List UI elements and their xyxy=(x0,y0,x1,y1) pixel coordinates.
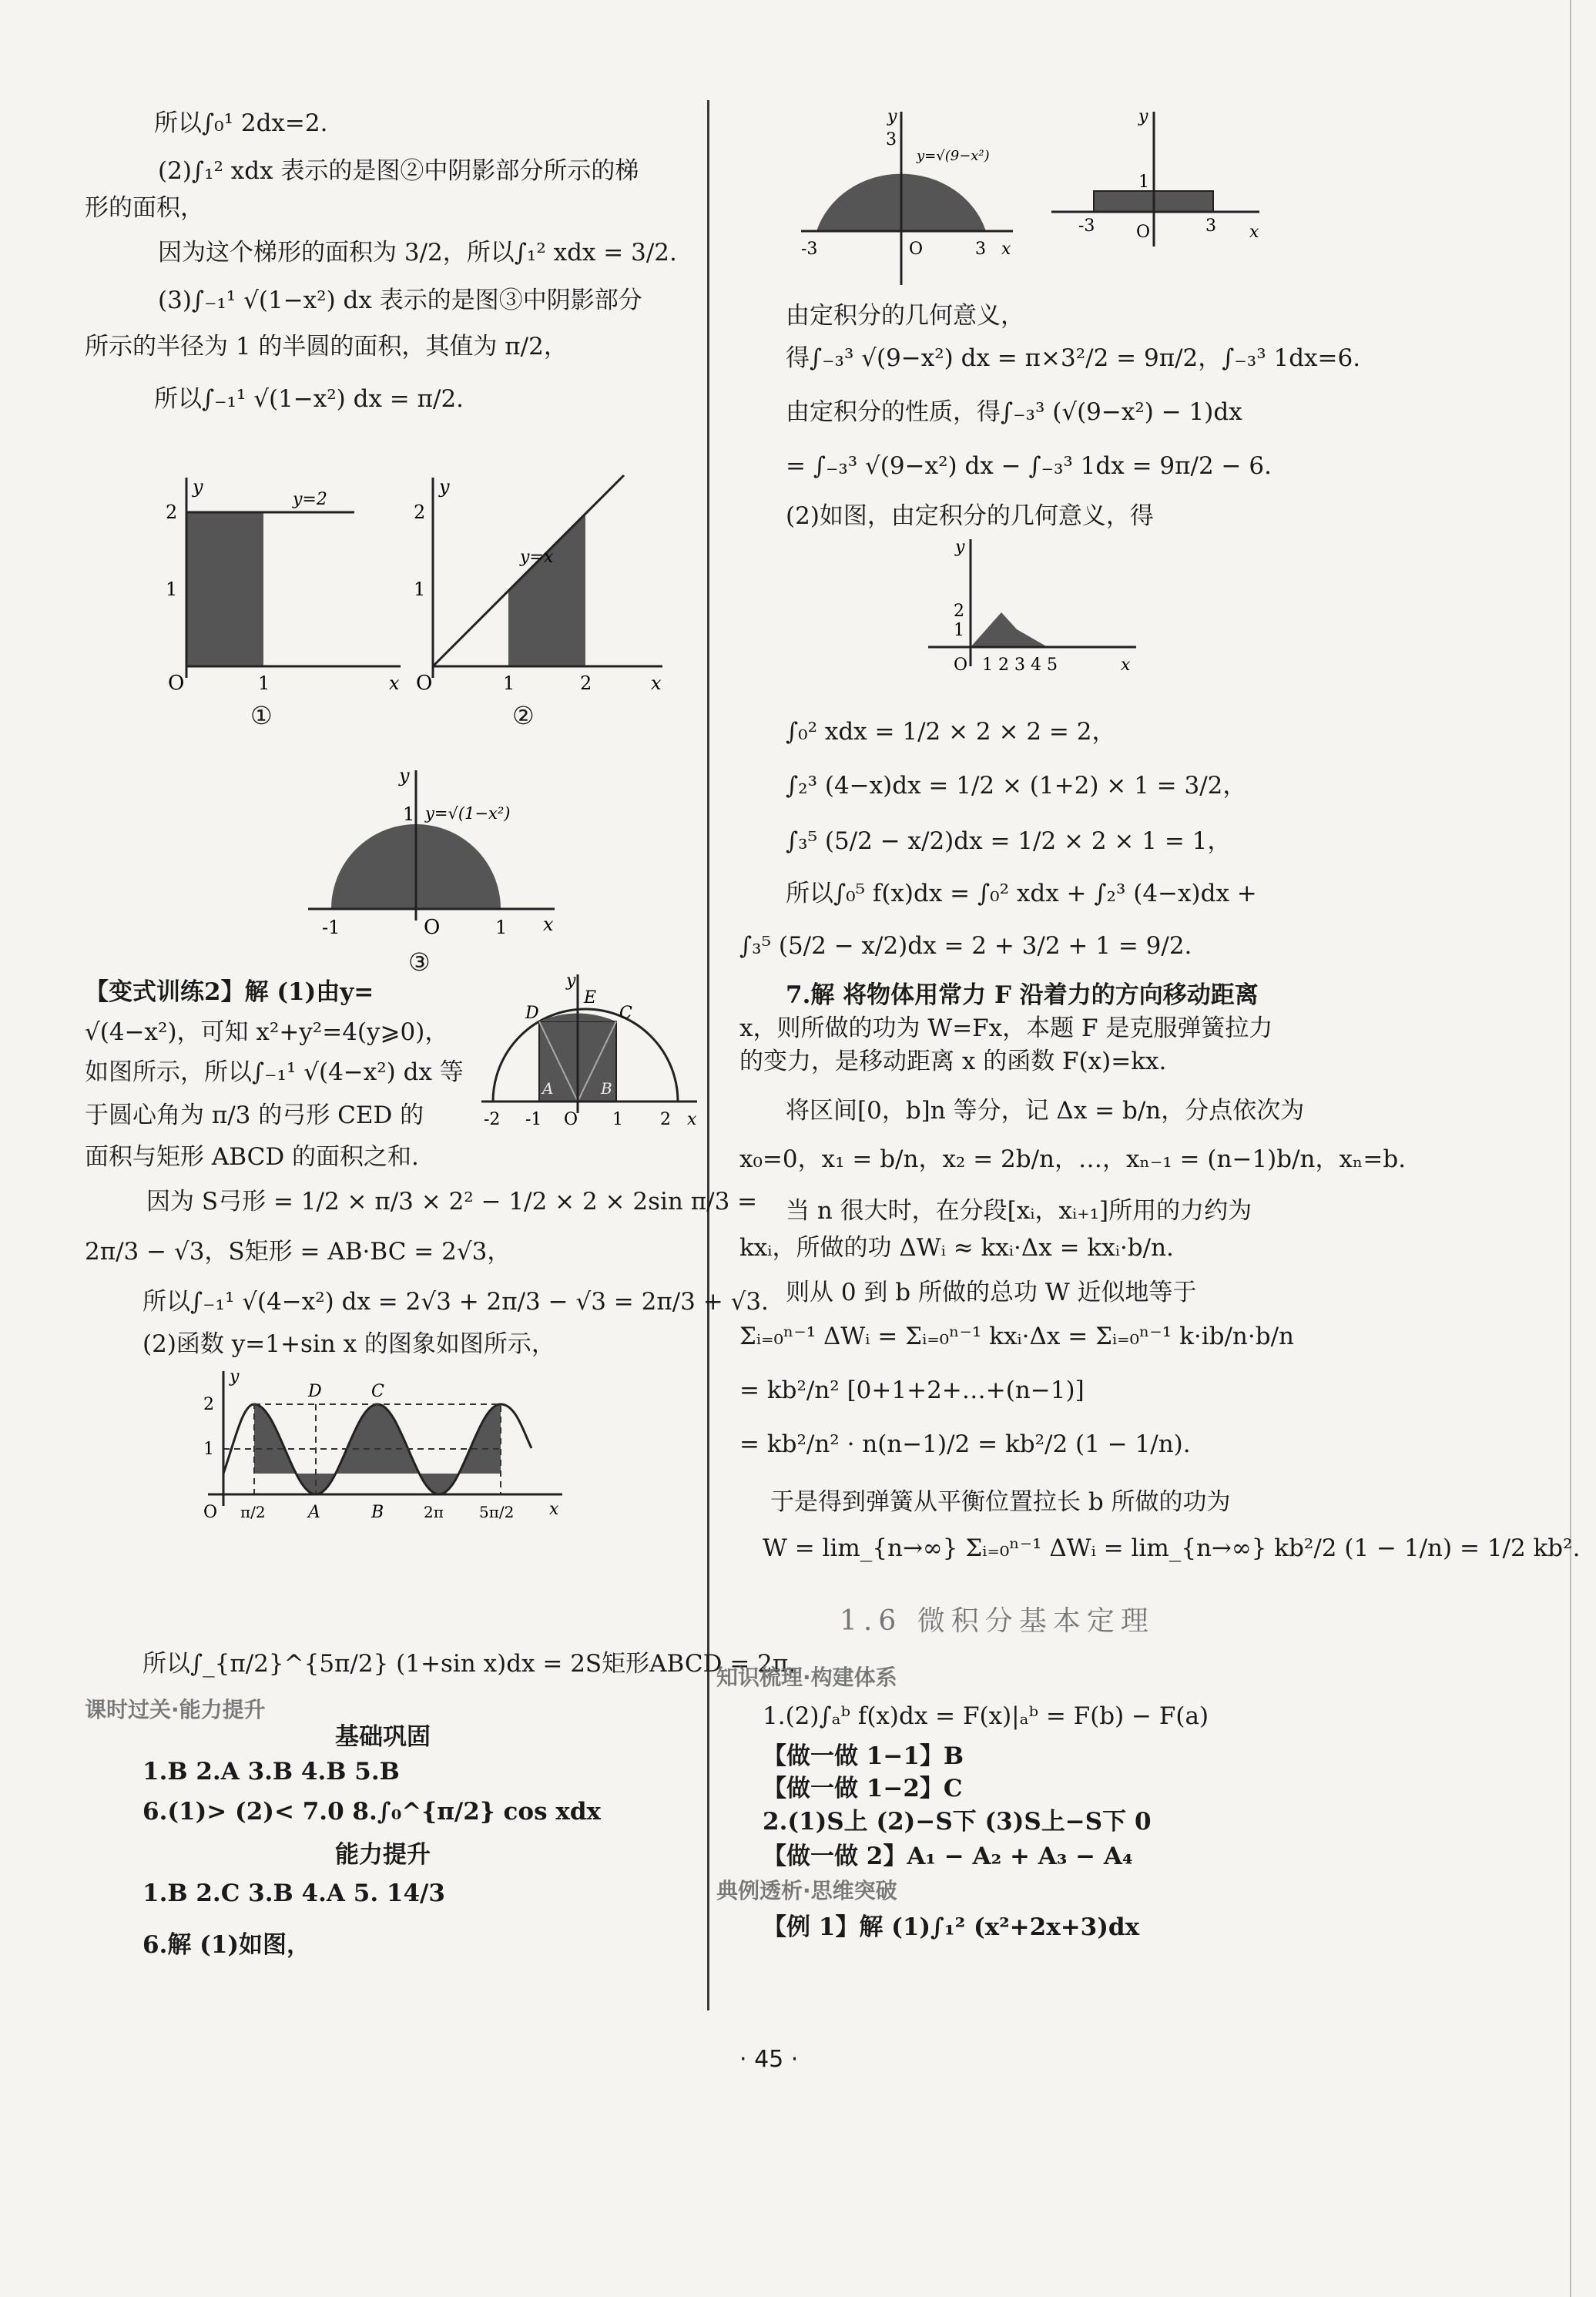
answer-line: 6.(1)> (2)< 7.0 8.∫₀^{π/2} cos xdx xyxy=(142,1798,601,1826)
point-label: A xyxy=(542,1079,554,1098)
text-line: ∫₂³ (4−x)dx = 1/2 × (1+2) × 1 = 3/2， xyxy=(786,772,1247,800)
tick-label: 2 xyxy=(660,1110,671,1129)
tick-label: 1 2 3 4 5 xyxy=(982,656,1058,675)
text-line: √(4−x²)，可知 x²+y²=4(y⩾0)， xyxy=(85,1018,449,1046)
tick-label: 2π xyxy=(424,1503,444,1521)
answer-line: 6.解 (1)如图， xyxy=(142,1931,311,1959)
tick-label: 5π/2 xyxy=(479,1503,515,1521)
tick-label: 1 xyxy=(503,672,515,694)
page-number: · 45 · xyxy=(739,2046,799,2073)
tick-label: 1 xyxy=(414,578,426,600)
point-label: C xyxy=(371,1382,384,1401)
figure-3 xyxy=(293,763,570,994)
text-line: ∫₀² xdx = 1/2 × 2 × 2 = 2， xyxy=(786,718,1116,746)
x-label: x xyxy=(389,672,400,694)
text-line: 所以∫₀¹ 2dx=2. xyxy=(154,109,328,137)
shaded-rectangle xyxy=(186,512,263,666)
answer-line: 1.B 2.A 3.B 4.B 5.B xyxy=(142,1758,400,1786)
point-label: B xyxy=(371,1503,384,1522)
y-label: y xyxy=(887,108,897,126)
origin-label: O xyxy=(909,240,924,259)
sine-figure xyxy=(193,1363,670,1548)
text-line: (2)函数 y=1+sin x 的图象如图所示， xyxy=(142,1330,555,1358)
text-line: 由定积分的几何意义， xyxy=(786,302,1024,330)
point-label: A xyxy=(308,1503,320,1522)
tick-label: -1 xyxy=(322,917,340,938)
text-line: 面积与矩形 ABCD 的面积之和. xyxy=(85,1143,419,1171)
text-line: 如图所示，所以∫₋₁¹ √(4−x²) dx 等 xyxy=(85,1058,464,1086)
knowledge-heading: 知识梳理·构建体系 xyxy=(716,1665,897,1690)
text-line: 当 n 很大时，在分段[xᵢ，xᵢ₊₁]所用的力约为 xyxy=(786,1197,1252,1225)
y-label: y xyxy=(193,476,203,498)
shaded-triangle xyxy=(971,612,1048,647)
text-line: 则从 0 到 b 所做的总功 W 近似地等于 xyxy=(786,1279,1197,1306)
text-line: x₀=0，x₁ = b/n，x₂ = 2b/n，…，xₙ₋₁ = (n−1)b/n，xₙ=b. xyxy=(739,1145,1407,1173)
tick-label: 3 xyxy=(975,240,986,259)
text-line: 由定积分的性质，得∫₋₃³ (√(9−x²) − 1)dx xyxy=(786,398,1242,426)
text-line: Σᵢ₌₀ⁿ⁻¹ ΔWᵢ = Σᵢ₌₀ⁿ⁻¹ kxᵢ·Δx = Σᵢ₌₀ⁿ⁻¹ k·ib/n·b/n xyxy=(739,1323,1294,1350)
section-title: 课时过关·能力提升 xyxy=(85,1697,266,1722)
text-line: ∫₃⁵ (5/2 − x/2)dx = 2 + 3/2 + 1 = 9/2. xyxy=(739,932,1192,960)
point-label: B xyxy=(601,1079,612,1098)
tick-label: -2 xyxy=(484,1110,501,1129)
circle-figure xyxy=(478,971,701,1140)
tick-label: 2 xyxy=(954,602,964,621)
origin-label: O xyxy=(954,656,968,675)
x-label: x xyxy=(1001,240,1011,259)
text-line: x，则所做的功为 W=Fx，本题 F 是克服弹簧拉力 xyxy=(739,1014,1273,1042)
y-label: y xyxy=(955,538,965,557)
text-line: 所示的半径为 1 的半圆的面积，其值为 π/2， xyxy=(85,333,568,360)
tick-label: 2 xyxy=(414,501,426,523)
tick-label: 1 xyxy=(166,578,178,600)
tick-label: 3 xyxy=(886,130,897,149)
text-line: kxᵢ，所做的功 ΔWᵢ ≈ kxᵢ·Δx = kxᵢ·b/n. xyxy=(739,1234,1174,1262)
tick-label: 1 xyxy=(403,803,415,825)
tick-label: 2 xyxy=(166,501,178,523)
origin-label: O xyxy=(564,1110,578,1129)
figure-1 xyxy=(146,470,408,730)
tick-label: -1 xyxy=(525,1110,542,1129)
text-line: 的变力，是移动距离 x 的函数 F(x)=kx. xyxy=(739,1048,1167,1075)
text-line: ∫₃⁵ (5/2 − x/2)dx = 1/2 × 2 × 1 = 1， xyxy=(786,827,1232,855)
basic-heading: 基础巩固 xyxy=(335,1723,431,1751)
scan-edge xyxy=(1570,0,1571,2297)
shaded-trapezoid xyxy=(508,512,585,666)
curve-label: y=x xyxy=(520,548,554,567)
text-line: 得∫₋₃³ √(9−x²) dx = π×3²/2 = 9π/2，∫₋₃³ 1dx=6. xyxy=(786,344,1361,372)
text-line: 所以∫_{π/2}^{5π/2} (1+sin x)dx = 2S矩形ABCD = 2π. xyxy=(142,1650,796,1678)
advanced-heading: 能力提升 xyxy=(335,1841,431,1869)
curve-label: y=√(1−x²) xyxy=(425,804,511,823)
tick-label: 1 xyxy=(612,1110,623,1129)
figure-caption: ① xyxy=(250,701,273,730)
text-line: 形的面积， xyxy=(85,194,204,222)
point-label: E xyxy=(584,988,597,1008)
text-line: = ∫₋₃³ √(9−x²) dx − ∫₋₃³ 1dx = 9π/2 − 6. xyxy=(786,452,1272,480)
curve-label: y=√(9−x²) xyxy=(917,148,990,164)
text-line: 因为这个梯形的面积为 3/2，所以∫₁² xdx = 3/2. xyxy=(158,239,677,267)
text-line: 7.解 将物体用常力 F 沿着力的方向移动距离 xyxy=(786,981,1259,1009)
semicircle-figure xyxy=(793,108,1017,285)
knowledge-line: 1.(2)∫ₐᵇ f(x)dx = F(x)|ₐᵇ = F(b) − F(a) xyxy=(763,1702,1209,1730)
text-line: (3)∫₋₁¹ √(1−x²) dx 表示的是图③中阴影部分 xyxy=(158,287,642,314)
text-line: 于圆心角为 π/3 的弓形 CED 的 xyxy=(85,1102,424,1129)
tick-label: 3 xyxy=(1205,216,1216,236)
x-label: x xyxy=(543,914,554,935)
tick-label: π/2 xyxy=(240,1503,266,1521)
tick-label: 1 xyxy=(258,672,270,694)
x-label: x xyxy=(651,672,662,694)
column-divider xyxy=(707,100,709,2010)
example-line: 【例 1】解 (1)∫₁² (x²+2x+3)dx xyxy=(763,1913,1140,1941)
text-line: 将区间[0，b]n 等分，记 Δx = b/n，分点依次为 xyxy=(786,1097,1305,1125)
origin-label: O xyxy=(1136,223,1151,242)
x-label: x xyxy=(549,1500,559,1519)
x-label: x xyxy=(1249,223,1259,242)
tick-label: -3 xyxy=(801,240,818,259)
origin-label: O xyxy=(424,916,441,939)
tick-label: 2 xyxy=(203,1395,214,1414)
knowledge-line: 【做一做 1−2】C xyxy=(763,1775,963,1802)
origin-label: O xyxy=(203,1503,218,1522)
text-line: W = lim_{n→∞} Σᵢ₌₀ⁿ⁻¹ ΔWᵢ = lim_{n→∞} kb²/2 (1 − 1/n) = 1/2 kb². xyxy=(763,1534,1581,1562)
figure-caption: ② xyxy=(512,701,535,730)
x-label: x xyxy=(687,1110,697,1129)
knowledge-line: 【做一做 2】A₁ − A₂ + A₃ − A₄ xyxy=(763,1843,1133,1870)
knowledge-line: 2.(1)S上 (2)−S下 (3)S上−S下 0 xyxy=(763,1808,1152,1836)
rectangle-figure xyxy=(1048,108,1263,254)
tick-label: 1 xyxy=(495,917,508,938)
figure-2 xyxy=(393,470,686,730)
text-line: 2π/3 − √3，S矩形 = AB·BC = 2√3， xyxy=(85,1238,511,1266)
section-heading: 1.6 微积分基本定理 xyxy=(840,1605,1155,1637)
text-line: 于是得到弹簧从平衡位置拉长 b 所做的功为 xyxy=(770,1488,1231,1516)
tick-label: 1 xyxy=(1138,173,1149,192)
tick-label: 1 xyxy=(203,1440,214,1459)
text-line: 所以∫₀⁵ f(x)dx = ∫₀² xdx + ∫₂³ (4−x)dx + xyxy=(786,880,1257,907)
y-label: y xyxy=(399,765,410,786)
tick-label: 2 xyxy=(580,672,592,694)
x-label: x xyxy=(1121,656,1131,675)
text-line: (2)如图，由定积分的几何意义，得 xyxy=(786,502,1154,530)
y-label: y xyxy=(1138,108,1148,126)
tick-label: -3 xyxy=(1078,216,1095,236)
y-label: y xyxy=(439,476,450,498)
triangle-figure xyxy=(924,535,1140,682)
answer-line: 1.B 2.C 3.B 4.A 5. 14/3 xyxy=(142,1880,445,1907)
variant-heading: 【变式训练2】解 (1)由y= xyxy=(85,978,374,1006)
point-label: D xyxy=(525,1004,539,1023)
origin-label: O xyxy=(168,672,185,695)
knowledge-line: 【做一做 1−1】B xyxy=(763,1742,964,1770)
text-line: = kb²/n² [0+1+2+…+(n−1)] xyxy=(739,1377,1085,1404)
origin-label: O xyxy=(416,672,433,695)
tick-label: 1 xyxy=(954,621,964,640)
text-line: = kb²/n² · n(n−1)/2 = kb²/2 (1 − 1/n). xyxy=(739,1430,1191,1458)
curve-label: y=2 xyxy=(293,490,327,509)
y-label: y xyxy=(230,1367,240,1387)
text-line: (2)∫₁² xdx 表示的是图②中阴影部分所示的梯 xyxy=(158,157,639,185)
text-line: 因为 S弓形 = 1/2 × π/3 × 2² − 1/2 × 2 × 2sin π/3 = xyxy=(146,1188,758,1216)
figure-caption: ③ xyxy=(408,947,431,977)
y-label: y xyxy=(566,971,576,991)
text-line: 所以∫₋₁¹ √(1−x²) dx = π/2. xyxy=(154,385,464,413)
text-line: 所以∫₋₁¹ √(4−x²) dx = 2√3 + 2π/3 − √3 = 2π/3 + √3. xyxy=(142,1288,769,1316)
point-label: C xyxy=(619,1004,632,1023)
point-label: D xyxy=(308,1382,322,1401)
example-heading: 典例透析·思维突破 xyxy=(716,1878,897,1903)
